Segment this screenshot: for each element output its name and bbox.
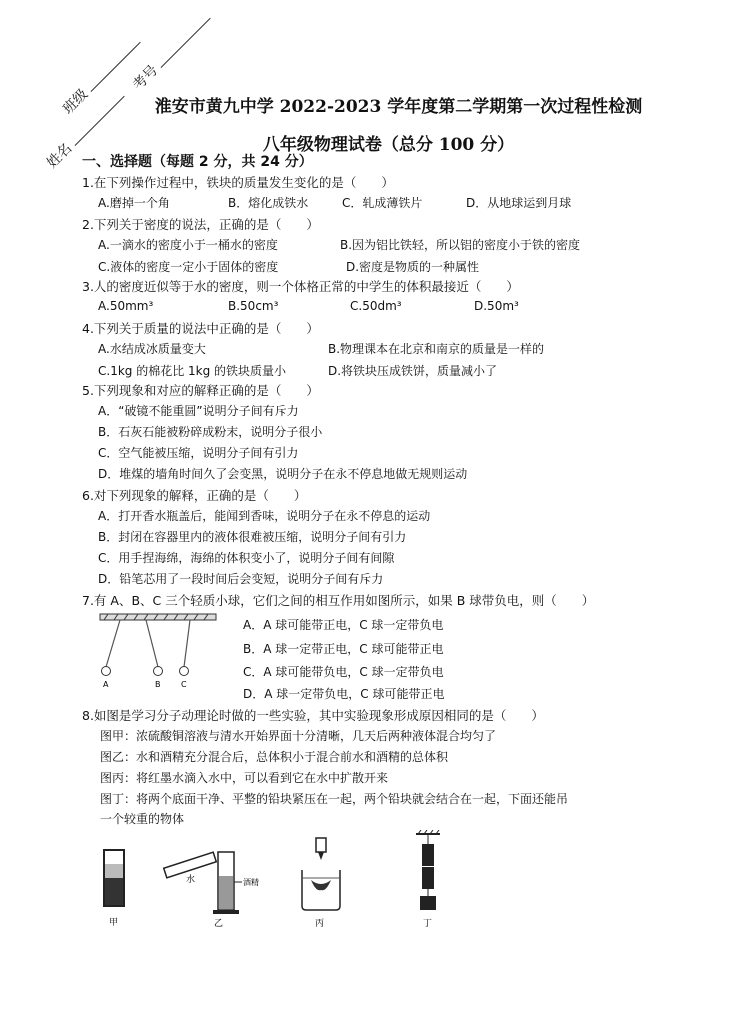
q8-item-ding-cont: 一个较重的物体 [100, 812, 185, 826]
thread-b [146, 620, 158, 667]
q5-option-c[interactable]: C．空气能被压缩，说明分子间有引力 [98, 446, 299, 460]
q1-option-a[interactable]: A.磨掉一个角 [98, 196, 170, 210]
q4-option-d[interactable]: D.将铁块压成铁饼，质量减小了 [328, 364, 498, 378]
exam-no-field [128, 8, 214, 94]
caption-jia: 甲 [109, 918, 119, 928]
q2-option-d[interactable]: D.密度是物质的一种属性 [346, 260, 480, 274]
yi-tilted-tube [164, 852, 217, 878]
charged-balls-figure [98, 612, 218, 690]
q7-option-b[interactable]: B．A 球一定带正电，C 球可能带正电 [243, 642, 444, 656]
q3-option-a[interactable]: A.50mm³ [98, 299, 154, 313]
q1-option-d[interactable]: D．从地球运到月球 [466, 196, 572, 210]
q3-option-d[interactable]: D.50m³ [474, 299, 519, 313]
caption-yi: 乙 [214, 919, 224, 929]
yi-water-label: 水 [186, 875, 196, 885]
q5-option-d[interactable]: D．堆煤的墙角时间久了会变黑，说明分子在永不停息地做无规则运动 [98, 467, 468, 481]
q4-option-a[interactable]: A.水结成冰质量变大 [98, 342, 206, 356]
figure-bing [296, 836, 346, 930]
q6-option-a[interactable]: A．打开香水瓶盖后，能闻到香味，说明分子在永不停息的运动 [98, 509, 431, 523]
ball-c [180, 667, 189, 676]
class-label: 班级 [60, 86, 92, 118]
exam-title: 淮安市黄九中学 2022-2023 学年度第二学期第一次过程性检测 [154, 97, 643, 117]
exam-no-blank[interactable] [152, 9, 211, 68]
bing-dropper-tip [318, 852, 324, 860]
q2-option-b[interactable]: B.因为铝比铁轻，所以铝的密度小于铁的密度 [340, 238, 581, 252]
ball-a [102, 667, 111, 676]
question-4: 4.下列关于质量的说法中正确的是（ ） [82, 321, 319, 336]
q1-option-b[interactable]: B．熔化成铁水 [228, 196, 309, 210]
yi-alcohol-label: 酒精 [243, 878, 259, 887]
ding-weight [420, 896, 436, 910]
ding-lead-block-top [422, 844, 434, 866]
question-6: 6.对下列现象的解释，正确的是（ ） [82, 488, 307, 503]
q8-item-bing: 图丙：将红墨水滴入水中，可以看到它在水中扩散开来 [100, 771, 389, 785]
ding-lead-block-bottom [422, 867, 434, 889]
label-b: B [155, 680, 161, 689]
q7-option-d[interactable]: D．A 球一定带负电，C 球可能带正电 [243, 687, 445, 701]
q3-option-b[interactable]: B.50cm³ [228, 299, 279, 313]
q5-option-b[interactable]: B．石灰石能被粉碎成粉末，说明分子很小 [98, 425, 323, 439]
thread-c [184, 620, 190, 667]
question-3: 3.人的密度近似等于水的密度，则一个体格正常的中学生的体积最接近（ ） [82, 279, 519, 294]
q6-option-b[interactable]: B．封闭在容器里内的液体很难被压缩，说明分子间有引力 [98, 530, 407, 544]
q1-option-c[interactable]: C．轧成薄铁片 [342, 196, 423, 210]
figure-yi [160, 838, 270, 930]
q2-option-c[interactable]: C.液体的密度一定小于固体的密度 [98, 260, 279, 274]
ball-b [154, 667, 163, 676]
caption-ding: 丁 [423, 919, 433, 929]
figure-jia [98, 848, 138, 930]
q4-option-c[interactable]: C.1kg 的棉花比 1kg 的铁块质量小 [98, 364, 287, 378]
thread-a [106, 620, 120, 667]
jia-upper-liquid [105, 864, 123, 878]
figure-ding [410, 830, 450, 930]
section-heading: 一、选择题（每题 2 分，共 24 分） [82, 154, 313, 170]
q6-option-d[interactable]: D．铅笔芯用了一段时间后会变短，说明分子间有斥力 [98, 572, 384, 586]
q8-item-ding: 图丁：将两个底面干净、平整的铅块紧压在一起，两个铅块就会结合在一起，下面还能吊 [100, 792, 569, 806]
q3-option-c[interactable]: C.50dm³ [350, 299, 402, 313]
q8-item-yi: 图乙：水和酒精充分混合后，总体积小于混合前水和酒精的总体积 [100, 750, 449, 764]
q2-option-a[interactable]: A.一滴水的密度小于一桶水的密度 [98, 238, 278, 252]
q5-option-a[interactable]: A．“破镜不能重圆”说明分子间有斥力 [98, 404, 299, 418]
exam-subtitle: 八年级物理试卷（总分 100 分） [262, 135, 515, 155]
question-1: 1.在下列操作过程中，铁块的质量发生变化的是（ ） [82, 175, 394, 190]
bing-dropper [316, 838, 326, 852]
label-a: A [103, 680, 109, 689]
question-2: 2.下列关于密度的说法，正确的是（ ） [82, 217, 319, 232]
jia-lower-liquid [105, 878, 123, 905]
question-5: 5.下列现象和对应的解释正确的是（ ） [82, 383, 319, 398]
exam-no-label: 考号 [130, 62, 162, 94]
yi-base [213, 910, 239, 914]
yi-liquid [219, 876, 233, 909]
label-c: C [181, 680, 187, 689]
q4-option-b[interactable]: B.物理课本在北京和南京的质量是一样的 [328, 342, 545, 356]
q7-option-c[interactable]: C．A 球可能带负电，C 球一定带负电 [243, 665, 444, 679]
question-7: 7.有 A、B、C 三个轻质小球，它们之间的相互作用如图所示，如果 B 球带负电，则（ ） [82, 593, 595, 608]
q7-option-a[interactable]: A．A 球可能带正电，C 球一定带负电 [243, 618, 444, 632]
q6-option-c[interactable]: C．用手捏海绵，海绵的体积变小了，说明分子间有间隙 [98, 551, 395, 565]
caption-bing: 丙 [315, 919, 325, 929]
name-label: 姓名 [44, 140, 76, 172]
question-8: 8.如图是学习分子动理论时做的一些实验，其中实验现象形成原因相同的是（ ） [82, 708, 544, 723]
q8-item-jia: 图甲：浓硫酸铜溶液与清水开始界面十分清晰，几天后两种液体混合均匀了 [100, 729, 497, 743]
